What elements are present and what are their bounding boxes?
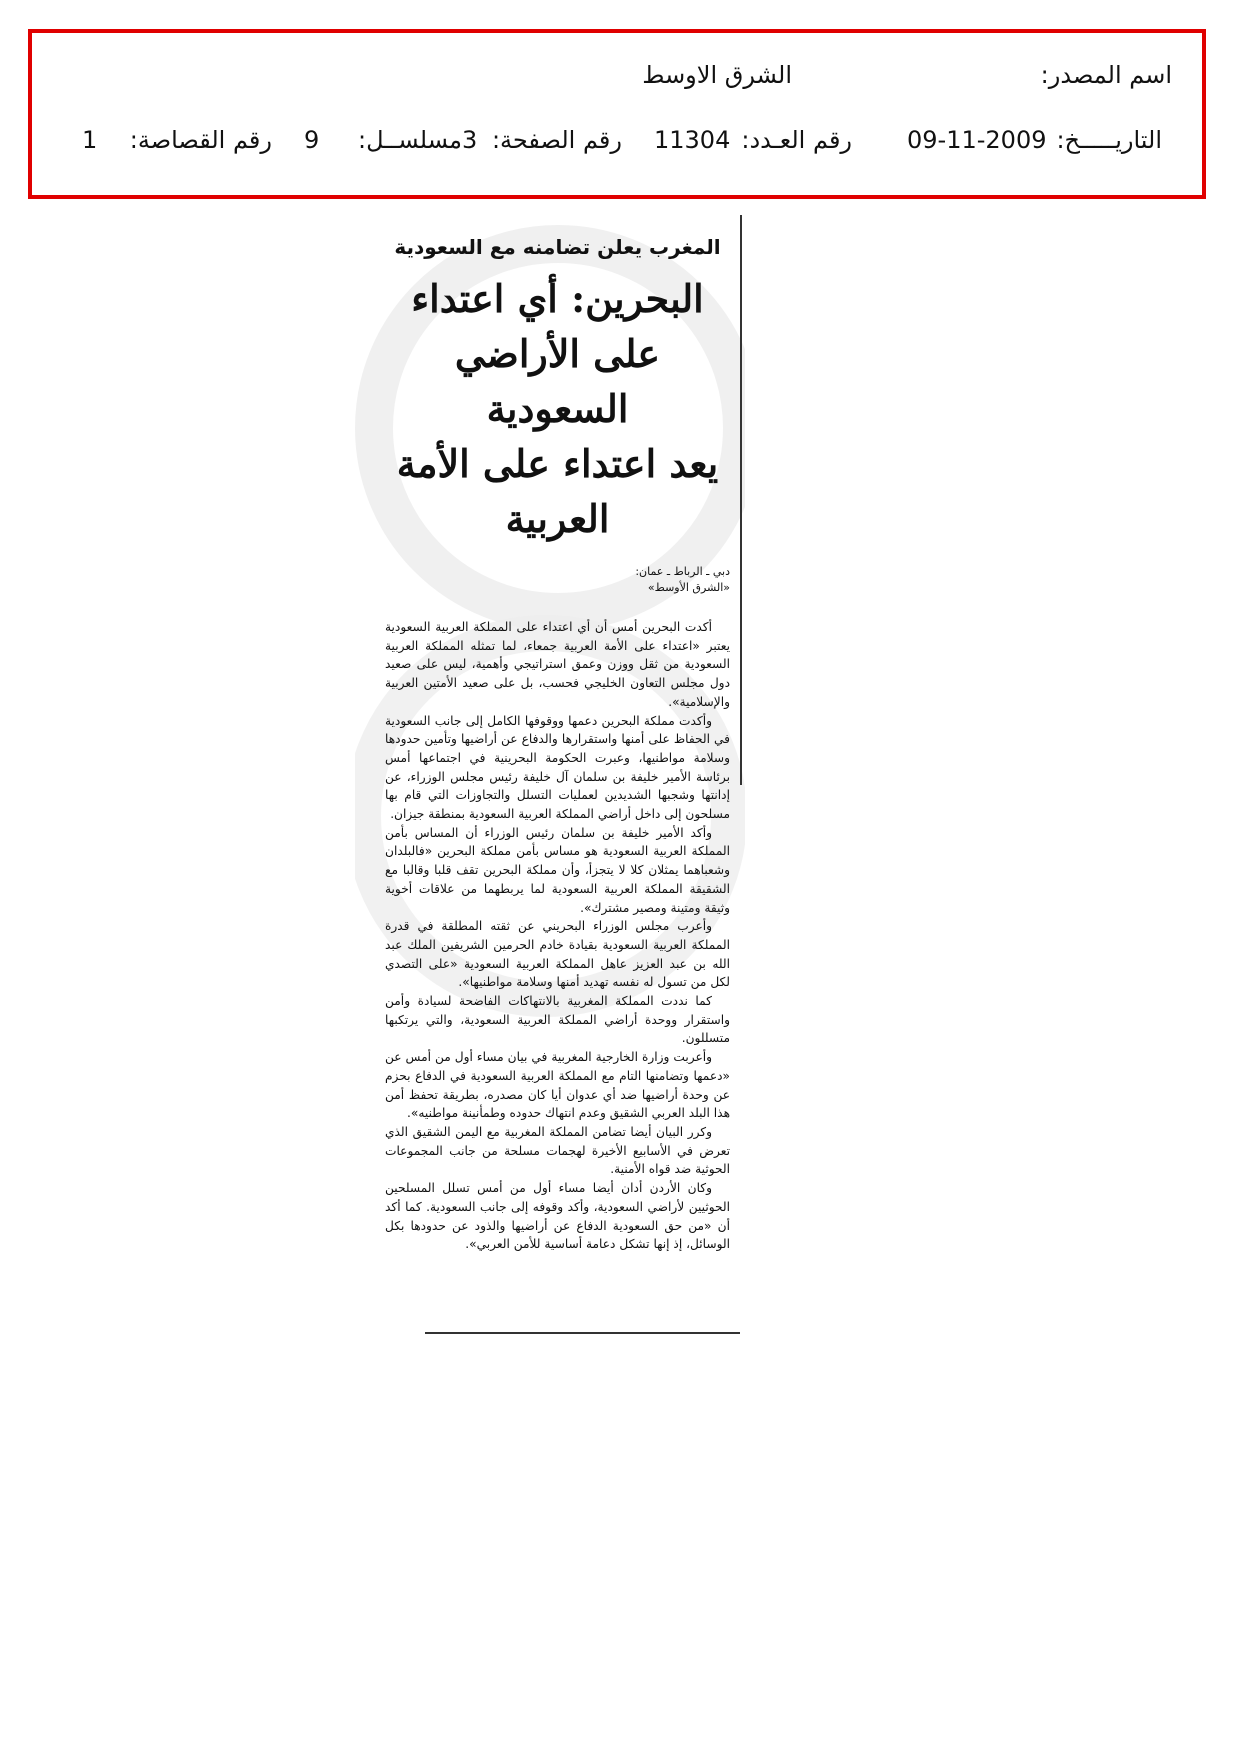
dateline-cities: دبي ـ الرباط ـ عمان:	[635, 565, 730, 578]
serial-value: 9	[304, 126, 320, 154]
page-value: 3	[462, 126, 478, 154]
clip-number-value: 1	[82, 126, 98, 154]
article-paragraph: أكدت البحرين أمس أن أي اعتداء على المملكة العربية السعودية يعتبر «اعتداء على الأمة العربية جمعاء، لما تمثله المملكة العربية السعودية من ثقل ووزن وعمق استراتيجي وأهمية، ليس على صعيد دول مجلس التعاون الخليجي فحسب، بل على صعيد الأمتين العربية والإسلامية».	[385, 620, 730, 709]
headline-line: يعد اعتداء على الأمة العربية	[396, 441, 719, 541]
article-paragraph: وأعربت وزارة الخارجية المغربية في بيان مساء أول من أمس عن «دعمها وتضامنها التام مع المملكة العربية السعودية في الدفاع بحزم عن وحدة أراضيها ضد أي عدوان أيا كان مصدره، بطريقة تحفظ أمن هذا البلد العربي الشقيق وعدم انتهاك حدوده وطمأنينة مواطنيه».	[385, 1050, 730, 1121]
issue-value: 11304	[654, 126, 731, 154]
article-paragraph: وأكدت مملكة البحرين دعمها ووقوفها الكامل إلى جانب السعودية في الحفاظ على أمنها واستقرارها والدفاع عن أراضيها وتأمين حدودها وسلامة مواطنيها، وعبرت الحكومة البحرينية في اجتماعها أمس برئاسة الأمير خليفة بن سلمان آل خليفة رئيس مجلس الوزراء، عن إدانتها وشجبها الشديدين لعمليات التسلل والتجاوزات التي قام بها مسلحون إلى داخل أراضي المملكة العربية السعودية بمنطقة جيزان.	[385, 713, 730, 822]
column-rule	[740, 215, 742, 785]
article	[385, 215, 730, 1254]
bottom-rule	[425, 1332, 740, 1334]
source-value: الشرق الاوسط	[642, 61, 792, 89]
article-headline	[385, 271, 730, 546]
dateline-source: «الشرق الأوسط»	[647, 581, 730, 594]
date-label: التاريـــــخ:	[1056, 126, 1162, 154]
newspaper-clipping	[355, 215, 745, 1340]
date-value: 09-11-2009	[907, 126, 1047, 154]
clip-number-label: رقم القصاصة:	[129, 126, 272, 154]
clipping-metadata-box	[28, 29, 1206, 199]
headline-line: على الأراضي السعودية	[454, 331, 661, 431]
article-body	[385, 618, 730, 1254]
source-label: اسم المصدر:	[1040, 61, 1172, 89]
article-dateline	[385, 564, 730, 596]
serial-label: مسلســل:	[358, 126, 462, 154]
issue-label: رقم العـدد:	[741, 126, 852, 154]
article-paragraph: وأعرب مجلس الوزراء البحريني عن ثقته المطلقة في قدرة المملكة العربية السعودية بقيادة خادم الحرمين الشريفين الملك عبد الله بن عبد العزيز عاهل المملكة العربية السعودية «على التصدي لكل من تسول له نفسه تهديد أمنها وسلامة مواطنيها».	[385, 919, 730, 990]
page-label: رقم الصفحة:	[491, 126, 622, 154]
article-paragraph: وكان الأردن أدان أيضا مساء أول من أمس تسلل المسلحين الحوثيين لأراضي السعودية، وأكد وقوفه إلى جانب السعودية. كما أكد أن «من حق السعودية الدفاع عن أراضيها والذود عن حدودها بكل الوسائل، إذ إنها تشكل دعامة أساسية للأمن العربي».	[385, 1181, 730, 1252]
headline-line: البحرين: أي اعتداء	[411, 276, 704, 321]
article-paragraph: وكرر البيان أيضا تضامن المملكة المغربية مع اليمن الشقيق الذي تعرض في الأسابيع الأخيرة لهجمات مسلحة من جانب المجموعات الحوثية ضد قواه الأمنية.	[385, 1124, 730, 1177]
article-paragraph: كما نددت المملكة المغربية بالانتهاكات الفاضحة لسيادة وأمن واستقرار ووحدة أراضي المملكة العربية السعودية، والتي يرتكبها متسللون.	[385, 994, 730, 1046]
article-kicker: المغرب يعلن تضامنه مع السعودية	[394, 235, 721, 259]
article-paragraph: وأكد الأمير خليفة بن سلمان رئيس الوزراء أن المساس بأمن المملكة العربية السعودية هو مساس بأمن مملكة البحرين «فالبلدان وشعباهما يمثلان كلا لا يتجزأ، وأن مملكة البحرين تقف قلبا وقالبا مع الشقيقة المملكة العربية السعودية لما يربطهما من علاقات أخوية وثيقة ومتينة ومصير مشترك».	[385, 825, 730, 915]
